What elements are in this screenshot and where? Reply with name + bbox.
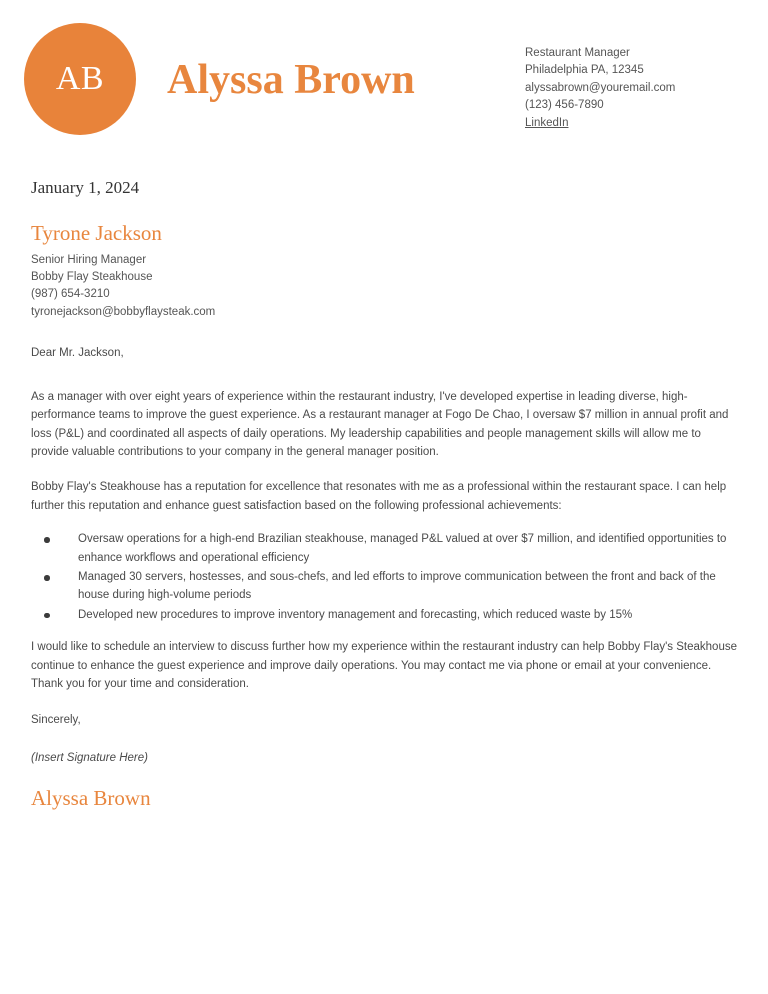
page-title: Alyssa Brown xyxy=(167,57,415,103)
achievements-list xyxy=(31,530,737,624)
list-item xyxy=(31,568,737,605)
bullet-icon xyxy=(44,613,50,619)
monogram-initials: AB xyxy=(55,60,105,97)
letter-body xyxy=(31,178,737,811)
recipient-phone: (987) 654-3210 xyxy=(31,288,110,301)
contact-info-block xyxy=(525,45,675,132)
closing-salutation: Sincerely, xyxy=(31,713,81,726)
signature-placeholder: (Insert Signature Here) xyxy=(31,751,148,764)
recipient-name: Tyrone Jackson xyxy=(31,221,162,245)
letter-date: January 1, 2024 xyxy=(31,178,140,197)
list-item xyxy=(31,530,737,567)
body-paragraph-2: Bobby Flay's Steakhouse has a reputation for excellence that resonates with me as a professional within the restaurant space. I can help further this reputation and enhance guest satisfaction based on the following professional achievements: xyxy=(31,481,727,512)
contact-job-title: Restaurant Manager xyxy=(525,47,630,59)
contact-location: Philadelphia PA, 12345 xyxy=(525,64,644,77)
contact-email[interactable]: alyssabrown@youremail.com xyxy=(525,81,676,94)
bullet-icon xyxy=(44,537,50,543)
list-item xyxy=(31,606,737,624)
linkedin-link[interactable]: LinkedIn xyxy=(525,116,569,129)
body-paragraph-3: I would like to schedule an interview to discuss further how my experience within the restaurant industry can help Bobby Flay's Steakhouse continue to enhance the guest experience and improve daily operations. You may contact me via phone or email at your convenience. Thank you for your time and consideration. xyxy=(31,641,737,691)
bullet-icon xyxy=(44,575,50,581)
body-paragraph-1: As a manager with over eight years of experience within the restaurant industry, I've developed expertise in leading diverse, high-performance teams to improve the guest experience. As a restaurant manager at Fogo De Chao, I oversaw $7 million in annual profit and loss (P&L) and coordinated all aspects of daily operations. My leadership capabilities and people management skills will allow me to provide valuable contributions to your company in the general manager position. xyxy=(31,390,729,459)
salutation: Dear Mr. Jackson, xyxy=(31,346,124,359)
list-item-text: Developed new procedures to improve inventory management and forecasting, which reduced waste by 15% xyxy=(78,608,633,621)
list-item-text: Oversaw operations for a high-end Brazilian steakhouse, managed P&L valued at over $7 million, and identified opportunities to enhance workflows and operational efficiency xyxy=(78,533,727,564)
letter-header xyxy=(0,0,768,152)
recipient-details xyxy=(31,252,737,321)
signature-name: Alyssa Brown xyxy=(31,785,151,810)
recipient-email[interactable]: tyronejackson@bobbyflaysteak.com xyxy=(31,305,216,318)
recipient-title: Senior Hiring Manager xyxy=(31,254,147,266)
list-item-text: Managed 30 servers, hostesses, and sous-chefs, and led efforts to improve communication between the front and back of the house during high-volume periods xyxy=(78,571,716,602)
contact-phone: (123) 456-7890 xyxy=(525,99,604,112)
monogram-avatar xyxy=(24,23,136,135)
recipient-company: Bobby Flay Steakhouse xyxy=(31,271,153,284)
